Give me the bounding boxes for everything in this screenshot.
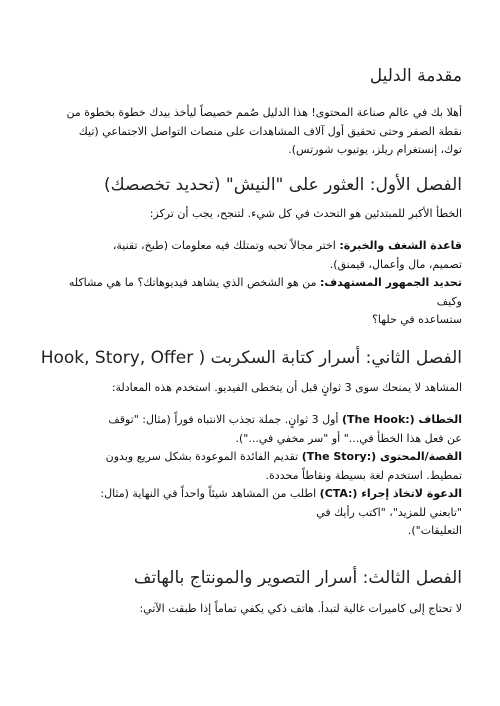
list-item-continuation: عن فعل هذا الخطأ في..." أو "سر مخفي في..."). bbox=[235, 431, 462, 445]
chapter-2-intro: المشاهد لا يمنحك سوى 3 ثوانٍ قبل أن يتخطى الفيديو. استخدم هذه المعادلة: bbox=[111, 381, 462, 394]
item-text: اختر مجالاً تحبه وتمتلك فيه معلومات (طبخ، تقنية، bbox=[112, 239, 340, 252]
list-item bbox=[32, 448, 462, 467]
list-item-continuation: تمطيط. استخدم لغة بسيطة ونقاطاً محددة. bbox=[265, 468, 462, 482]
chapter-1-heading: الفصل الأول: العثور على "النيش" (تحديد تخصصك) bbox=[104, 175, 462, 195]
chapter-2-heading: الفصل الثاني: أسرار كتابة السكربت ( Hook, Story, Offer bbox=[40, 348, 462, 368]
list-item-continuation: وكيف bbox=[436, 294, 462, 308]
intro-line: نقطة الصفر وحتى تحقيق أول آلاف المشاهدات على منصات التواصل الاجتماعي (تيك bbox=[78, 124, 462, 138]
item-label: الخطاف (:The Hook) bbox=[341, 413, 462, 426]
list-item-continuation: تصميم، مال وأعمال، قيمنق). bbox=[329, 257, 462, 271]
chapter-1-list bbox=[32, 237, 462, 330]
item-label: تحديد الجمهور المستهدف: bbox=[319, 276, 462, 289]
item-label: قاعدة الشغف والخبرة: bbox=[339, 239, 462, 252]
item-text: اطلب من المشاهد شيئاً واحداً في النهاية (مثال: bbox=[100, 487, 320, 500]
intro-heading: مقدمة الدليل bbox=[369, 66, 462, 86]
item-label: الدعوة لاتخاذ إجراء (:CTA) bbox=[319, 487, 462, 500]
intro-paragraph bbox=[32, 104, 462, 160]
list-item bbox=[32, 237, 462, 256]
chapter-3-intro: لا تحتاج إلى كاميرات غالية لتبدأ. هاتف ذكي يكفي تماماً إذا طبقت الآتي: bbox=[139, 602, 462, 615]
list-item-continuation: "تابعني للمزيد"، "اكتب رأيك في bbox=[316, 505, 462, 519]
list-item-continuation: التعليقات"). bbox=[407, 524, 462, 537]
chapter-2-list bbox=[32, 411, 462, 541]
chapter-1-intro: الخطأ الأكبر للمبتدئين هو التحدث في كل شيء. لتنجح، يجب أن تركز: bbox=[149, 207, 462, 220]
item-label: القصة/المحتوى (:The Story) bbox=[301, 450, 462, 463]
list-item bbox=[32, 485, 462, 504]
item-text: أول 3 ثوانٍ. جملة تجذب الانتباه فوراً (مثال: "توقف bbox=[108, 413, 342, 426]
intro-line: توك، إنستغرام ريلز، يوتيوب شورتس). bbox=[288, 143, 462, 156]
intro-line: أهلا بك في عالم صناعة المحتوى! هذا الدليل صُمم خصيصاً ليأخذ بيدك خطوة بخطوة من bbox=[66, 106, 462, 119]
item-text: من هو الشخص الذي يشاهد فيديوهاتك؟ ما هي مشاكله bbox=[68, 276, 320, 289]
chapter-3-heading: الفصل الثالث: أسرار التصوير والمونتاج بالهاتف bbox=[133, 568, 462, 588]
item-text: تقديم الفائدة الموعودة بشكل سريع وبدون bbox=[105, 450, 302, 463]
list-item-continuation: ستساعده في حلها؟ bbox=[372, 313, 462, 326]
list-item bbox=[32, 274, 462, 293]
list-item bbox=[32, 411, 462, 430]
